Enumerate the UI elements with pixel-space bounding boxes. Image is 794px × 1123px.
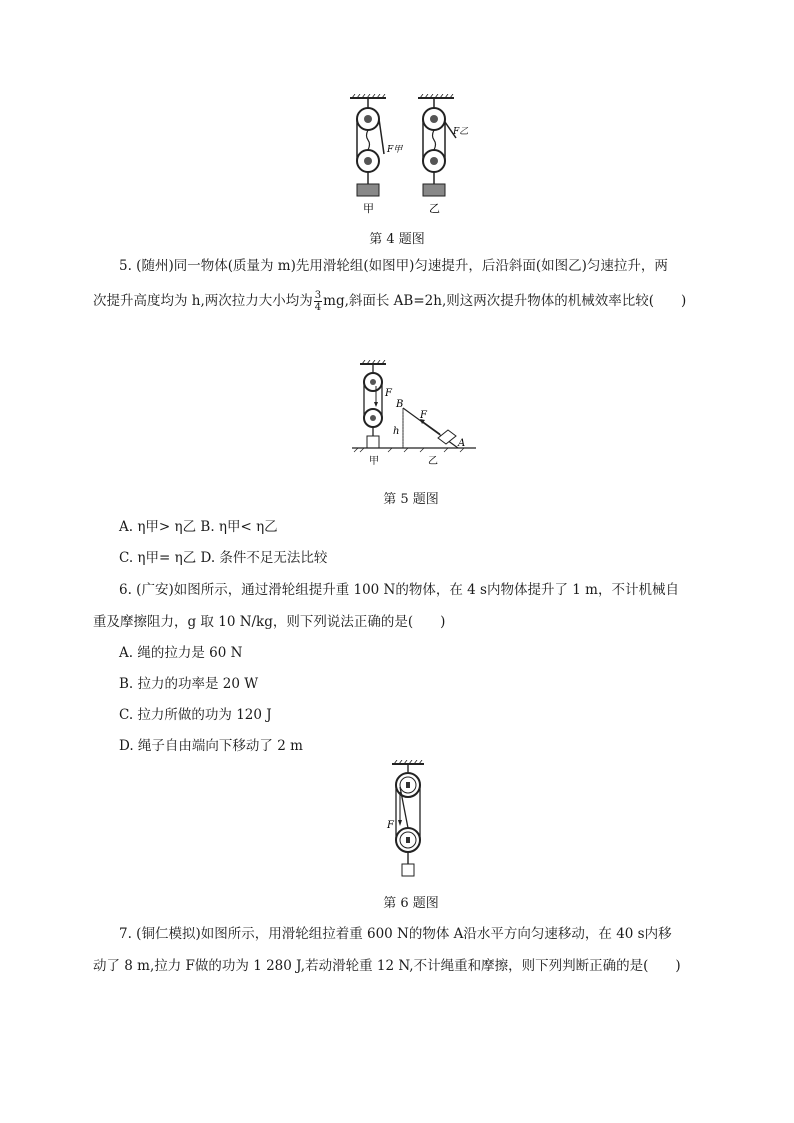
q5-line2: [93, 290, 686, 313]
force-label-left: F甲: [387, 145, 403, 155]
force-label-right: F乙: [453, 127, 469, 137]
q5-options-ab: A. η甲> η乙 B. η甲< η乙: [119, 519, 278, 535]
q5-label-yi: 乙: [428, 456, 438, 467]
q7-line2: 动了 8 m,拉力 F做的功为 1 280 J,若动滑轮重 12 N,不计绳重和摩擦，则下列判断正确的是( ): [93, 958, 681, 974]
fraction-three-quarters: $\frac{3}{4}$: [314, 290, 322, 313]
q6-option-c: C. 拉力所做的功为 120 J: [119, 707, 272, 723]
q5-options-cd: C. η甲= η乙 D. 条件不足无法比较: [119, 550, 328, 566]
q6-option-d: D. 绳子自由端向下移动了 2 m: [119, 738, 303, 754]
q6-line2: 重及摩擦阻力，g 取 10 N/kg，则下列说法正确的是( ): [93, 614, 446, 630]
q5-label-h: h: [393, 426, 400, 437]
q5-label-B: B: [396, 399, 404, 410]
figure-4: [340, 94, 470, 218]
q7-line1: 7. (铜仁模拟)如图所示，用滑轮组拉着重 600 N的物体 A沿水平方向匀速移动，在 40 s内移: [119, 926, 672, 942]
label-jia: 甲: [363, 202, 374, 215]
caption-fig6: 第 6 题图: [383, 896, 439, 911]
q5-line2-pre: 次提升高度均为 h,两次拉力大小均为: [93, 293, 313, 309]
caption-fig4: 第 4 题图: [369, 232, 425, 247]
q5-label-A: A: [458, 438, 466, 449]
q6-force-label: F: [387, 820, 394, 831]
q6-option-b: B. 拉力的功率是 20 W: [119, 676, 259, 692]
q6-line1: 6. (广安)如图所示，通过滑轮组提升重 100 N的物体，在 4 s内物体提升了 1 m，不计机械自: [119, 582, 679, 598]
label-yi: 乙: [429, 202, 440, 215]
figure-6: [378, 760, 438, 886]
figure-5: [348, 360, 480, 470]
q5-force-label-2: F: [420, 410, 427, 421]
q5-label-jia: 甲: [369, 456, 379, 467]
caption-fig5: 第 5 题图: [383, 492, 439, 507]
q6-option-a: A. 绳的拉力是 60 N: [119, 645, 243, 661]
q5-line1: 5. (随州)同一物体(质量为 m)先用滑轮组(如图甲)匀速提升，后沿斜面(如图乙)匀速拉升，两: [119, 258, 668, 274]
q5-force-label-1: F: [385, 388, 392, 399]
q5-line2-post: mg,斜面长 AB=2h,则这两次提升物体的机械效率比较( ): [323, 293, 687, 309]
